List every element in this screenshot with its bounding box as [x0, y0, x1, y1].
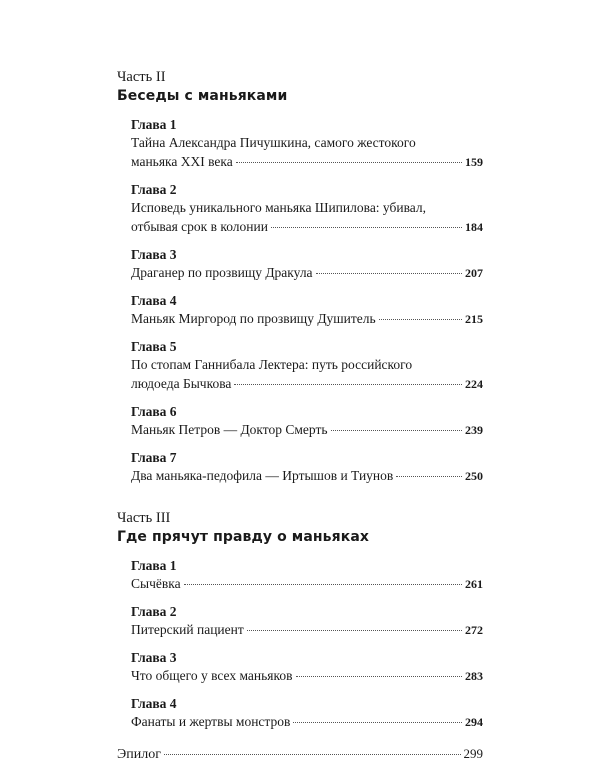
- chapter-number: Глава 4: [131, 293, 177, 308]
- page-number: 283: [465, 669, 483, 683]
- chapter-number: Глава 4: [131, 696, 177, 711]
- chapter-title-text: Два маньяка-педофила — Иртышов и Тиунов: [131, 468, 394, 483]
- epilogue-entry[interactable]: [117, 744, 483, 764]
- dot-leader: [184, 584, 462, 585]
- chapter-title-line: Тайна Александра Пичушкина, самого жестокого: [131, 135, 416, 150]
- chapter-entry[interactable]: [131, 449, 483, 486]
- chapter-entry[interactable]: [131, 557, 483, 594]
- chapter-entry[interactable]: [131, 338, 483, 394]
- part-gap: [117, 495, 483, 509]
- dot-leader: [164, 754, 461, 755]
- chapter-number: Глава 1: [131, 117, 177, 132]
- chapter-title-line: По стопам Ганнибала Лектера: путь российского: [131, 357, 413, 372]
- part-title: Где прячут правду о маньяках: [117, 529, 369, 545]
- chapter-title-last-line: [131, 574, 483, 594]
- chapter-title-text: Сычёвка: [131, 576, 181, 591]
- chapter-entry[interactable]: [131, 292, 483, 329]
- page-number: 261: [465, 577, 483, 591]
- chapter-number: Глава 2: [131, 604, 177, 619]
- part-title: Беседы с маньяками: [117, 88, 288, 104]
- chapter-number: Глава 5: [131, 339, 177, 354]
- chapter-number: Глава 3: [131, 650, 177, 665]
- part-label: Часть II: [117, 69, 166, 85]
- page-number: 184: [465, 220, 483, 234]
- chapter-title-last-line: [131, 309, 483, 329]
- chapter-title-last-line: [131, 666, 483, 686]
- chapter-title-last-line: [131, 712, 483, 732]
- chapter-title-text: отбывая срок в колонии: [131, 219, 268, 234]
- page-number: 207: [465, 266, 483, 280]
- chapter-title-text: маньяка XXI века: [131, 154, 233, 169]
- chapter-title-last-line: [131, 620, 483, 640]
- chapter-title-text: Маньяк Миргород по прозвищу Душитель: [131, 311, 376, 326]
- dot-leader: [293, 722, 462, 723]
- chapter-number: Глава 6: [131, 404, 177, 419]
- chapter-title-line: Исповедь уникального маньяка Шипилова: убивал,: [131, 200, 427, 215]
- chapter-title-text: Фанаты и жертвы монстров: [131, 714, 291, 729]
- chapter-entry[interactable]: [131, 603, 483, 640]
- chapter-number: Глава 7: [131, 450, 177, 465]
- chapter-number: Глава 3: [131, 247, 177, 262]
- chapter-entry[interactable]: [131, 695, 483, 732]
- page-number: 159: [465, 155, 483, 169]
- part-label: Часть III: [117, 510, 171, 526]
- chapter-title-last-line: [131, 152, 483, 172]
- chapter-title-last-line: [131, 263, 483, 283]
- chapter-title-last-line: [131, 374, 483, 394]
- dot-leader: [396, 476, 462, 477]
- page-number: 239: [465, 423, 483, 437]
- dot-leader: [234, 384, 462, 385]
- chapter-entry[interactable]: [131, 649, 483, 686]
- epilogue-label: Эпилог: [117, 747, 161, 762]
- dot-leader: [379, 319, 462, 320]
- page-number: 215: [465, 312, 483, 326]
- dot-leader: [331, 430, 462, 431]
- page-number: 250: [465, 469, 483, 483]
- dot-leader: [247, 630, 462, 631]
- chapter-title-text: людоеда Бычкова: [131, 376, 232, 391]
- chapter-title-text: Питерский пациент: [131, 622, 244, 637]
- chapter-entry[interactable]: [131, 181, 483, 237]
- chapter-list: [117, 116, 483, 486]
- chapter-entry[interactable]: [131, 246, 483, 283]
- page-number: 294: [465, 715, 483, 729]
- chapter-title-last-line: [131, 217, 483, 237]
- dot-leader: [236, 162, 462, 163]
- page-number: 224: [465, 377, 483, 391]
- dot-leader: [271, 227, 462, 228]
- chapter-entry[interactable]: [131, 116, 483, 172]
- chapter-title-last-line: [131, 420, 483, 440]
- dot-leader: [296, 676, 463, 677]
- page-number: 299: [463, 746, 483, 761]
- table-of-contents: [117, 68, 483, 764]
- chapter-entry[interactable]: [131, 403, 483, 440]
- chapter-title-text: Что общего у всех маньяков: [131, 668, 293, 683]
- dot-leader: [316, 273, 462, 274]
- chapter-number: Глава 1: [131, 558, 177, 573]
- chapter-title-last-line: [131, 466, 483, 486]
- chapter-list: [117, 557, 483, 732]
- page-number: 272: [465, 623, 483, 637]
- chapter-title-text: Драганер по прозвищу Дракула: [131, 265, 313, 280]
- chapter-number: Глава 2: [131, 182, 177, 197]
- chapter-title-text: Маньяк Петров — Доктор Смерть: [131, 422, 328, 437]
